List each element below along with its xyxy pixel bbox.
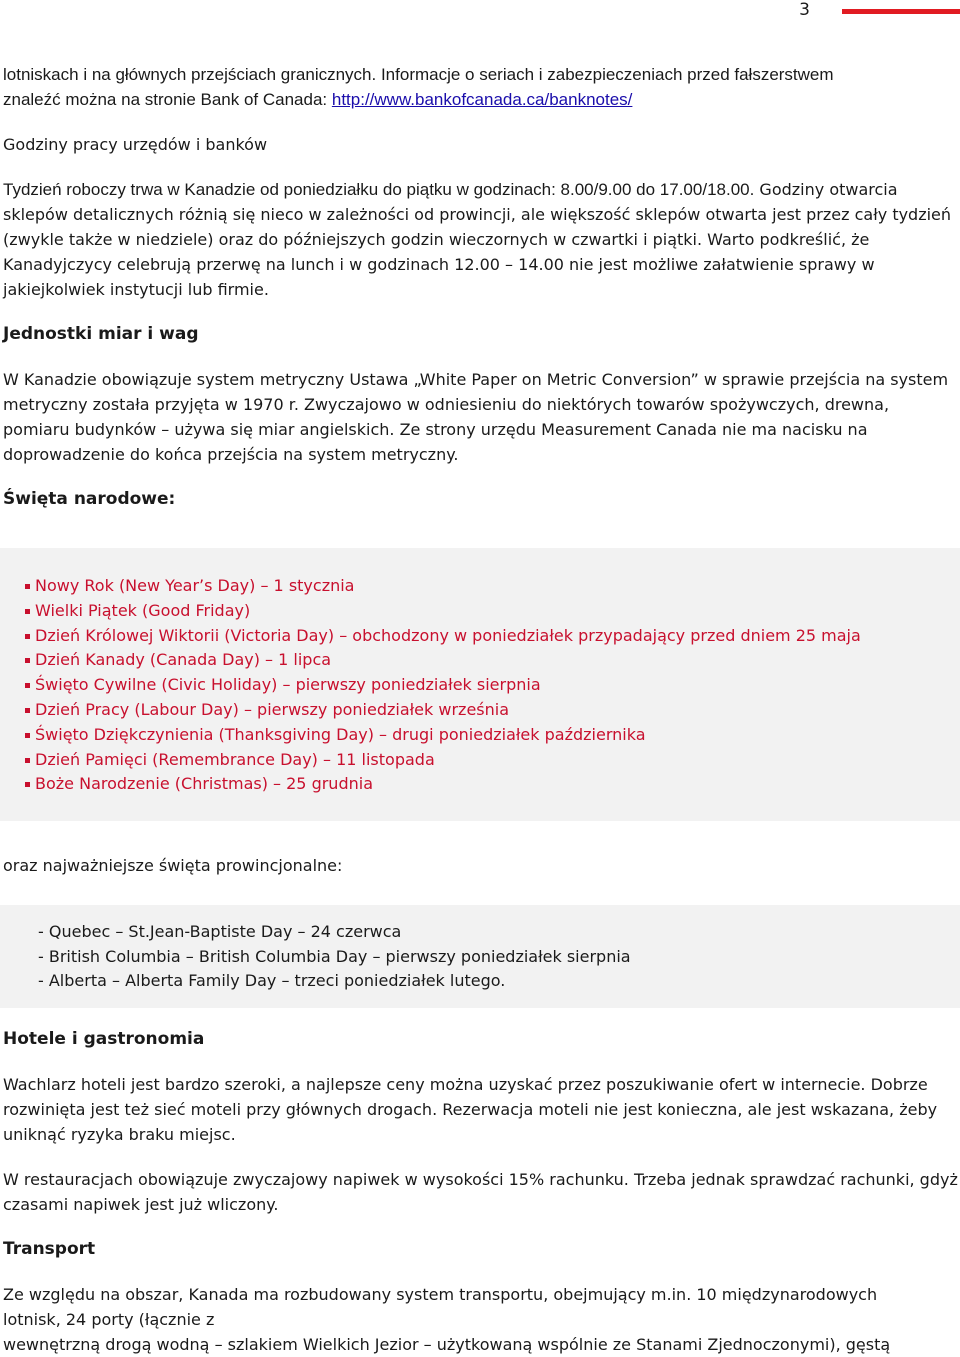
intro-line-1: lotniskach i na głównych przejściach granicznych. Informacje o seriach i zabezpieczeniach przed fałszerstwem [3,65,834,84]
holiday-item: Dzień Królowej Wiktorii (Victoria Day) – obchodzony w poniedziałek przypadający przed dniem 25 maja [25,624,960,649]
hours-text-lead: Tydzień roboczy trwa w Kanadzie od poniedziałku do piątku w godzinach: 8.00/9.00 do 17.00/18.00. [3,180,755,199]
hotels-paragraph-2: W restauracjach obowiązuje zwyczajowy napiwek w wysokości 15% rachunku. Trzeba jednak sprawdzać rachunki, gdyż czasami napiwek jest już wliczony. [3,1169,958,1214]
transport-line-2: lotnisk, 24 porty (łącznie z [3,1309,215,1329]
transport-line-1: Ze względu na obszar, Kanada ma rozbudowany system transportu, obejmujący m.in. 10 międzynarodowych [3,1284,878,1304]
intro-line-2 [3,87,958,112]
hours-heading: Godziny pracy urzędów i banków [3,135,268,154]
intro-line-2-prefix: znaleźć można na stronie Bank of Canada: [3,90,332,109]
page-number: 3 [799,0,810,20]
hours-paragraph [3,177,958,302]
hours-text-rest: Godziny otwarcia sklepów detalicznych różnią się nieco w zależności od prowincji, ale większość sklepów otwarta jest przez cały tydzień (zwykle także w niedziele) oraz do późniejszych godzin wieczornych w czwartki i piątki. Warto podkreślić, że Kanadyjczycy celebrują przerwę na lunch i w godzinach 12.00 – 14.00 nie jest możliwe załatwienie sprawy w jakiejkolwiek instytucji lub firmie. [3,180,952,299]
provincial-item: - Quebec – St.Jean-Baptiste Day – 24 czerwca [38,922,402,942]
holiday-item: Święto Cywilne (Civic Holiday) – pierwszy poniedziałek sierpnia [25,673,960,698]
header-accent-bar [842,9,960,14]
transport-line-3: wewnętrzną drogą wodną – szlakiem Wielkich Jezior – użytkowaną wspólnie ze Stanami Zjednoczonymi), gęstą [3,1334,891,1354]
measures-heading: Jednostki miar i wag [3,324,199,344]
holidays-box [0,548,960,821]
holiday-item: Boże Narodzenie (Christmas) – 25 grudnia [25,772,960,797]
provincial-intro: oraz najważniejsze święta prowincjonalne: [3,856,343,876]
holidays-list [25,574,960,797]
holiday-item: Wielki Piątek (Good Friday) [25,599,960,624]
hotels-paragraph-1: Wachlarz hoteli jest bardzo szeroki, a najlepsze ceny można uzyskać przez poszukiwanie ofert w internecie. Dobrze rozwinięta jest też sieć moteli przy głównych drogach. Rezerwacja moteli nie jest konieczna, ale jest wskazana, żeby uniknąć ryzyka braku miejsc. [3,1074,938,1144]
measures-paragraph: W Kanadzie obowiązuje system metryczny Ustawa „White Paper on Metric Conversion” w sprawie przejścia na system metryczny została przyjęta w 1970 r. Zwyczajowo w odniesieniu do niektórych towarów spożywczych, drewna, pomiaru budynków – używa się miar angielskich. Ze strony urzędu Measurement Canada nie ma nacisku na doprowadzenie do końca przejścia na system metryczny. [3,370,949,464]
provincial-item: - Alberta – Alberta Family Day – trzeci poniedziałek lutego. [38,971,506,991]
provincial-box [0,905,960,1008]
provincial-item: - British Columbia – British Columbia Day – pierwszy poniedziałek sierpnia [38,946,631,966]
holiday-item: Dzień Kanady (Canada Day) – 1 lipca [25,648,960,673]
holiday-item: Dzień Pamięci (Remembrance Day) – 11 listopada [25,748,960,773]
hotels-heading: Hotele i gastronomia [3,1028,205,1049]
holidays-heading: Święta narodowe: [3,489,176,509]
document-body [3,62,958,1357]
bank-of-canada-link[interactable]: http://www.bankofcanada.ca/banknotes/ [331,90,633,109]
holiday-item: Święto Dziękczynienia (Thanksgiving Day) – drugi poniedziałek października [25,723,960,748]
holiday-item: Nowy Rok (New Year’s Day) – 1 stycznia [25,574,960,599]
holiday-item: Dzień Pracy (Labour Day) – pierwszy poniedziałek września [25,698,960,723]
transport-heading: Transport [3,1238,96,1259]
